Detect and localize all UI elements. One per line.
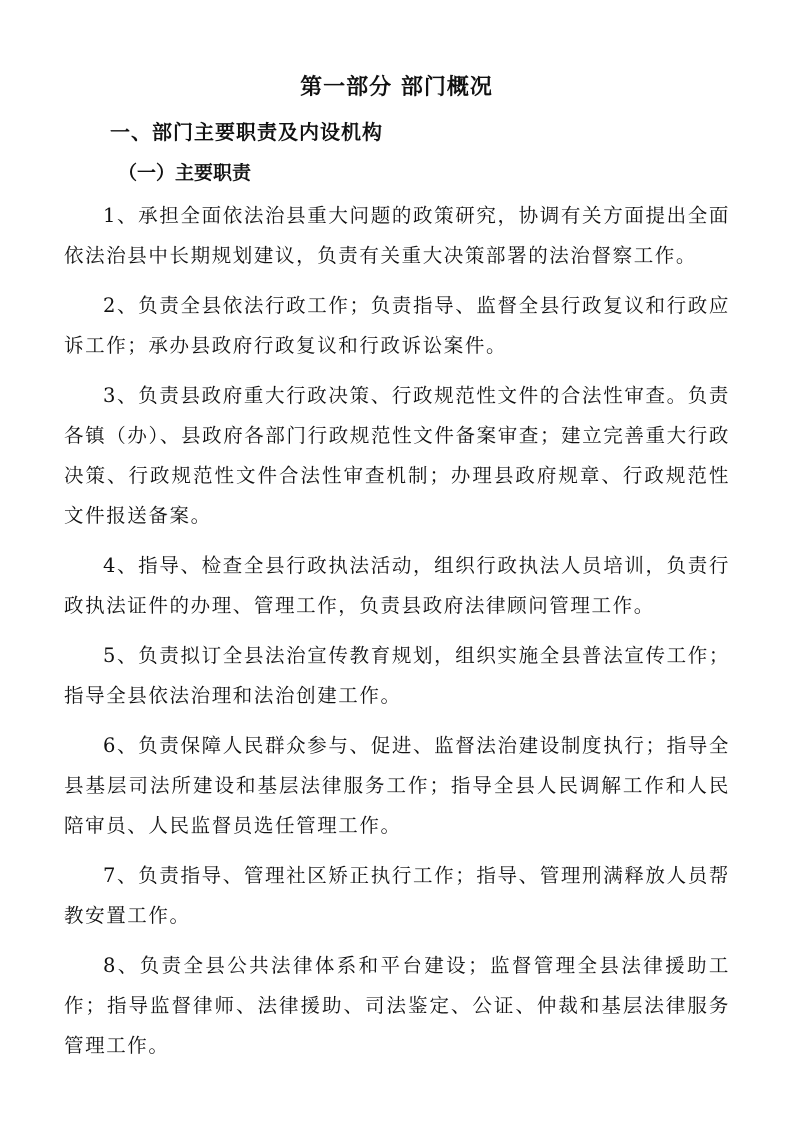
subsection-heading: （一）主要职责	[118, 162, 252, 184]
duty-paragraph-1: 1、承担全面依法治县重大问题的政策研究，协调有关方面提出全面依法治县中长期规划建议，负责有关重大决策部署的法治督察工作。	[64, 204, 730, 267]
duty-paragraph-8: 8、负责全县公共法律体系和平台建设；监督管理全县法律援助工作；指导监督律师、法律援助、司法鉴定、公证、仲裁和基层法律服务管理工作。	[64, 954, 730, 1057]
duty-paragraph-7: 7、负责指导、管理社区矫正执行工作；指导、管理刑满释放人员帮教安置工作。	[64, 864, 730, 927]
duties-list	[64, 196, 730, 1076]
duty-paragraph-4: 4、指导、检查全县行政执法活动，组织行政执法人员培训，负责行政执法证件的办理、管理工作，负责县政府法律顾问管理工作。	[64, 554, 730, 617]
duty-paragraph-2: 2、负责全县依法行政工作；负责指导、监督全县行政复议和行政应诉工作；承办县政府行政复议和行政诉讼案件。	[64, 294, 730, 357]
duty-paragraph-6: 6、负责保障人民群众参与、促进、监督法治建设制度执行；指导全县基层司法所建设和基层法律服务工作；指导全县人民调解工作和人民陪审员、人民监督员选任管理工作。	[64, 734, 730, 837]
duty-paragraph-3: 3、负责县政府重大行政决策、行政规范性文件的合法性审查。负责各镇（办）、县政府各部门行政规范性文件备案审查；建立完善重大行政决策、行政规范性文件合法性审查机制；办理县政府规章、行政规范性文件报送备案。	[64, 384, 730, 527]
duty-paragraph-5: 5、负责拟订全县法治宣传教育规划，组织实施全县普法宣传工作；指导全县依法治理和法治创建工作。	[64, 644, 730, 707]
section-heading: 一、部门主要职责及内设机构	[110, 120, 383, 144]
page-title: 第一部分 部门概况	[300, 75, 493, 100]
